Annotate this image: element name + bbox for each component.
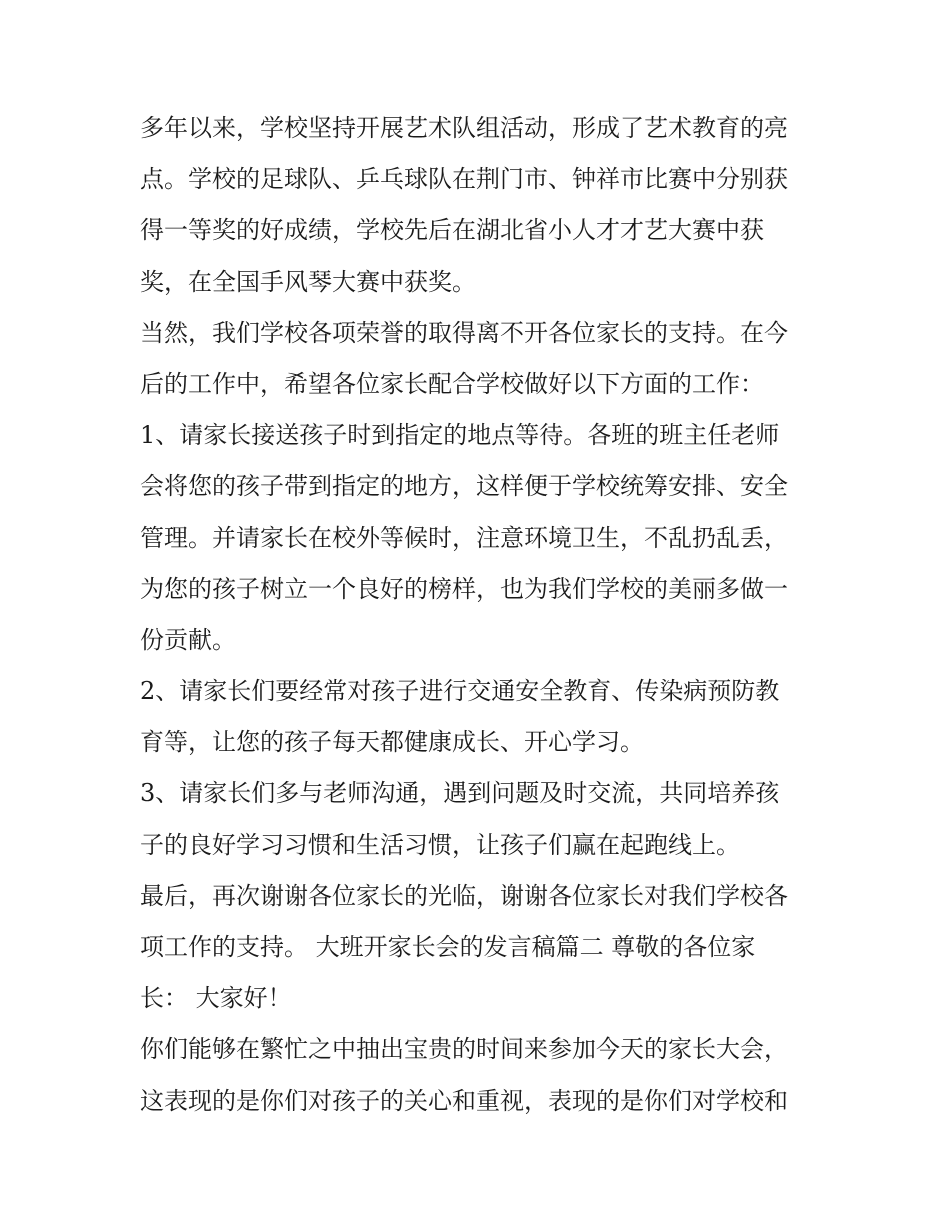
text-line: 奖，在全国手风琴大赛中获奖。 (140, 267, 476, 296)
text-line: 点。学校的足球队、乒乓球队在荆门市、钟祥市比赛中分别获 (140, 165, 788, 194)
text-line: 得一等奖的好成绩，学校先后在湖北省小人才才艺大赛中获 (140, 216, 764, 245)
text-line: 管理。并请家长在校外等候时，注意环境卫生，不乱扔乱丢， (140, 523, 788, 552)
text-line: 最后，再次谢谢各位家长的光临，谢谢各位家长对我们学校各 (140, 881, 788, 910)
text-line: 你们能够在繁忙之中抽出宝贵的时间来参加今天的家长大会， (140, 1035, 788, 1064)
text-line: 多年以来，学校坚持开展艺术队组活动，形成了艺术教育的亮 (140, 114, 788, 142)
text-line: 2、请家长们要经常对孩子进行交通安全教育、传染病预防教 (140, 677, 780, 706)
text-line: 会将您的孩子带到指定的地方，这样便于学校统筹安排、安全 (140, 472, 788, 501)
text-line: 1、请家长接送孩子时到指定的地点等待。各班的班主任老师 (140, 421, 780, 450)
text-line: 份贡献。 (140, 625, 236, 654)
text-line: 项工作的支持。 大班开家长会的发言稿篇二 尊敬的各位家 (140, 933, 756, 961)
text-line: 这表现的是你们对孩子的关心和重视，表现的是你们对学校和 (140, 1086, 788, 1115)
text-line: 子的良好学习习惯和生活习惯，让孩子们赢在起跑线上。 (140, 830, 740, 859)
document-body (140, 103, 820, 1127)
text-line: 当然，我们学校各项荣誉的取得离不开各位家长的支持。在今 (140, 318, 788, 347)
text-line: 长： 大家好！ (140, 984, 292, 1013)
text-line: 为您的孩子树立一个良好的榜样，也为我们学校的美丽多做一 (140, 574, 788, 603)
text-line: 3、请家长们多与老师沟通，遇到问题及时交流，共同培养孩 (140, 779, 780, 808)
text-line: 育等，让您的孩子每天都健康成长、开心学习。 (140, 728, 644, 757)
text-line: 后的工作中，希望各位家长配合学校做好以下方面的工作： (140, 369, 764, 398)
